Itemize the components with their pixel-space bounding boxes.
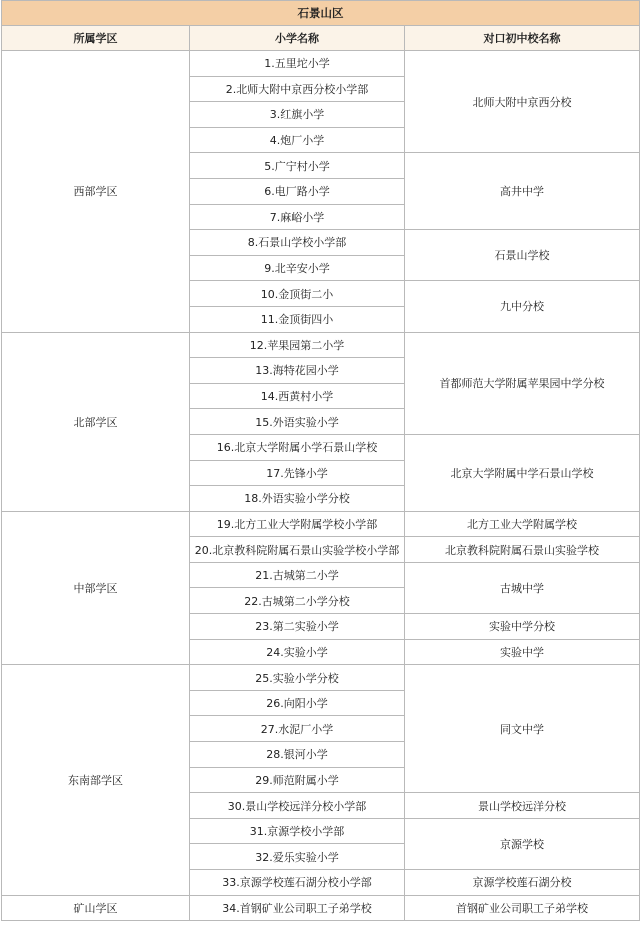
column-header-district: 所属学区 <box>2 26 190 51</box>
primary-school-cell: 9.北辛安小学 <box>190 255 405 281</box>
primary-school-cell: 27.水泥厂小学 <box>190 716 405 742</box>
table-row <box>2 332 640 358</box>
primary-school-cell: 7.麻峪小学 <box>190 204 405 230</box>
primary-school-cell: 2.北师大附中京西分校小学部 <box>190 76 405 102</box>
table-row <box>2 665 640 691</box>
primary-school-cell: 1.五里坨小学 <box>190 51 405 77</box>
district-cell: 中部学区 <box>2 511 190 665</box>
school-assignment-table-wrapper <box>1 0 639 921</box>
middle-school-cell: 京源学校莲石湖分校 <box>405 870 640 896</box>
primary-school-cell: 32.爱乐实验小学 <box>190 844 405 870</box>
table-row <box>2 511 640 537</box>
primary-school-cell: 20.北京教科院附属石景山实验学校小学部 <box>190 537 405 563</box>
primary-school-cell: 24.实验小学 <box>190 639 405 665</box>
middle-school-cell: 北京大学附属中学石景山学校 <box>405 434 640 511</box>
primary-school-cell: 4.炮厂小学 <box>190 127 405 153</box>
middle-school-cell: 景山学校远洋分校 <box>405 793 640 819</box>
primary-school-cell: 21.古城第二小学 <box>190 562 405 588</box>
middle-school-cell: 同文中学 <box>405 665 640 793</box>
district-cell: 西部学区 <box>2 51 190 333</box>
primary-school-cell: 23.第二实验小学 <box>190 614 405 640</box>
primary-school-cell: 13.海特花园小学 <box>190 358 405 384</box>
table-body <box>2 51 640 921</box>
primary-school-cell: 8.石景山学校小学部 <box>190 230 405 256</box>
primary-school-cell: 3.红旗小学 <box>190 102 405 128</box>
primary-school-cell: 17.先锋小学 <box>190 460 405 486</box>
primary-school-cell: 12.苹果园第二小学 <box>190 332 405 358</box>
district-cell: 矿山学区 <box>2 895 190 921</box>
middle-school-cell: 首都师范大学附属苹果园中学分校 <box>405 332 640 434</box>
primary-school-cell: 14.西黄村小学 <box>190 383 405 409</box>
primary-school-cell: 6.电厂路小学 <box>190 178 405 204</box>
primary-school-cell: 18.外语实验小学分校 <box>190 486 405 512</box>
school-assignment-table <box>1 0 640 921</box>
column-header-middle-school: 对口初中校名称 <box>405 26 640 51</box>
middle-school-cell: 九中分校 <box>405 281 640 332</box>
primary-school-cell: 33.京源学校莲石湖分校小学部 <box>190 870 405 896</box>
primary-school-cell: 16.北京大学附属小学石景山学校 <box>190 434 405 460</box>
primary-school-cell: 10.金顶街二小 <box>190 281 405 307</box>
district-cell: 北部学区 <box>2 332 190 511</box>
primary-school-cell: 11.金顶街四小 <box>190 306 405 332</box>
middle-school-cell: 古城中学 <box>405 562 640 613</box>
table-title: 石景山区 <box>2 1 640 26</box>
primary-school-cell: 28.银河小学 <box>190 742 405 768</box>
middle-school-cell: 北方工业大学附属学校 <box>405 511 640 537</box>
middle-school-cell: 北师大附中京西分校 <box>405 51 640 153</box>
district-cell: 东南部学区 <box>2 665 190 895</box>
header-row <box>2 26 640 51</box>
table-row <box>2 51 640 77</box>
primary-school-cell: 29.师范附属小学 <box>190 767 405 793</box>
middle-school-cell: 实验中学 <box>405 639 640 665</box>
primary-school-cell: 19.北方工业大学附属学校小学部 <box>190 511 405 537</box>
middle-school-cell: 高井中学 <box>405 153 640 230</box>
column-header-primary-school: 小学名称 <box>190 26 405 51</box>
primary-school-cell: 15.外语实验小学 <box>190 409 405 435</box>
middle-school-cell: 实验中学分校 <box>405 614 640 640</box>
table-row <box>2 895 640 921</box>
middle-school-cell: 石景山学校 <box>405 230 640 281</box>
middle-school-cell: 京源学校 <box>405 818 640 869</box>
title-row <box>2 1 640 26</box>
primary-school-cell: 26.向阳小学 <box>190 690 405 716</box>
primary-school-cell: 34.首钢矿业公司职工子弟学校 <box>190 895 405 921</box>
primary-school-cell: 31.京源学校小学部 <box>190 818 405 844</box>
primary-school-cell: 25.实验小学分校 <box>190 665 405 691</box>
middle-school-cell: 首钢矿业公司职工子弟学校 <box>405 895 640 921</box>
primary-school-cell: 5.广宁村小学 <box>190 153 405 179</box>
primary-school-cell: 30.景山学校远洋分校小学部 <box>190 793 405 819</box>
primary-school-cell: 22.古城第二小学分校 <box>190 588 405 614</box>
middle-school-cell: 北京教科院附属石景山实验学校 <box>405 537 640 563</box>
